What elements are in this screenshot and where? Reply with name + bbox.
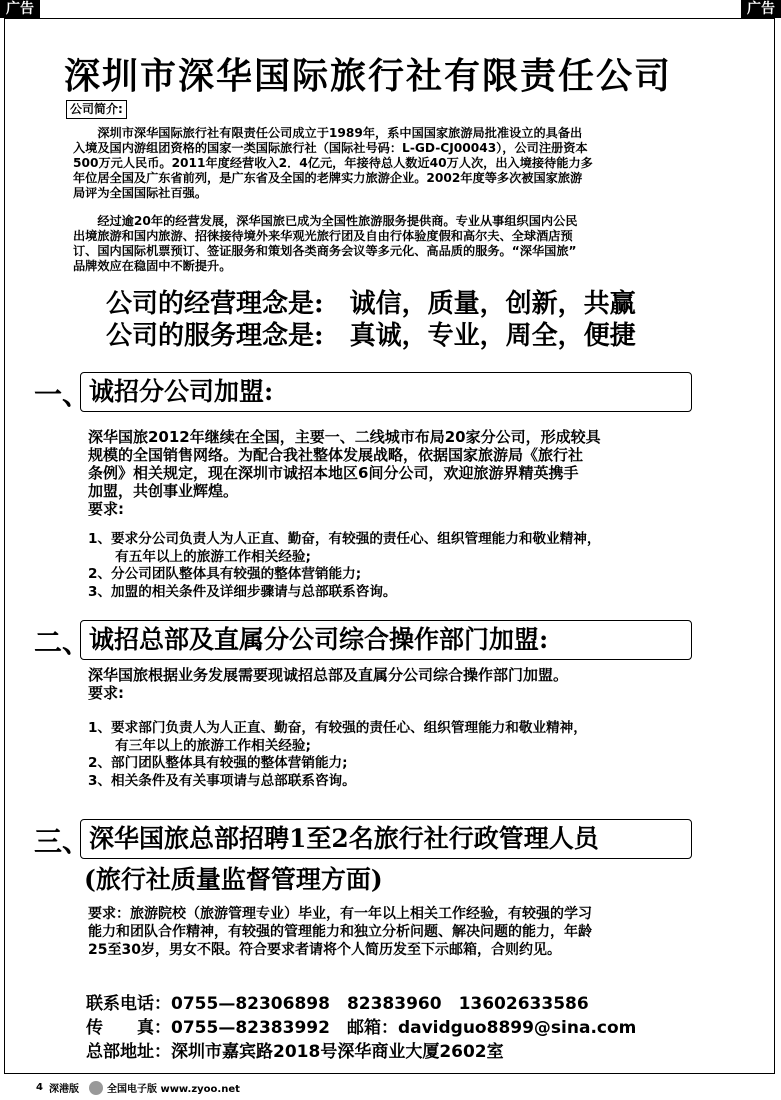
intro-paragraph-1: 深圳市深华国际旅行社有限责任公司成立于1989年，系中国国家旅游局批准设立的具备出 入境及国内游组团资格的国家一类国际旅行社（国际社号码：L-GD-CJ00043），公司注册资本 500万元人民币。2011年度经营收入2．4亿元，年接待总人数近40万人次，出入境接待能力多 年位居全国及广东省前列，是广东省及全国的老牌实力旅游企业。2002年度等多次被国家旅游 局评为全国国际社百强。	[73, 126, 593, 200]
site-label: 全国电子版 www.zyoo.net	[106, 1084, 240, 1095]
page-footer	[36, 1080, 246, 1095]
contact-phone: 联系电话：0755—82306898 82383960 13602633586	[86, 994, 589, 1014]
section-3-body: 要求：旅游院校（旅游管理专业）毕业，有一年以上相关工作经验，有较强的学习 能力和团队合作精神，有较强的管理能力和独立分析问题、解决问题的能力，年龄 25至30岁，男女不限。符合要求者请将个人简历发至下示邮箱，合则约见。	[88, 906, 592, 958]
ad-tag-right: 广告	[741, 0, 781, 18]
section-2-number: 二、	[34, 626, 91, 659]
ad-tag-left: 广告	[0, 0, 40, 18]
section-3-number: 三、	[34, 825, 91, 858]
business-philosophy: 公司的经营理念是: 诚信，质量，创新，共赢	[106, 289, 636, 319]
section-2-heading: 诚招总部及直属分公司综合操作部门加盟:	[80, 620, 692, 660]
section-1-heading: 诚招分公司加盟:	[80, 372, 692, 412]
section-1-body: 深华国旅2012年继续在全国，主要一、二线城市布局20家分公司，形成较具 规模的全国销售网络。为配合我社整体发展战略，依据国家旅游局《旅行社 条例》相关规定，现在深圳市诚招本地区6间分公司，欢迎旅游界精英携手 加盟，共创事业辉煌。 要求:	[88, 428, 601, 518]
list-item: 3、加盟的相关条件及详细步骤请与总部联系咨询。	[88, 583, 397, 600]
section-3-subheading: (旅行社质量监督管理方面)	[84, 865, 383, 894]
section-2-requirements	[88, 720, 758, 790]
list-item: 1、要求部门负责人为人正直、勤奋，有较强的责任心、组织管理能力和敬业精神， 有三年以上的旅游工作相关经验;	[88, 720, 587, 754]
intro-label: 公司简介:	[66, 100, 127, 119]
contact-address: 总部地址：深圳市嘉宾路2018号深华商业大厦2602室	[86, 1042, 504, 1062]
list-item: 2、部门团队整体具有较强的整体营销能力;	[88, 755, 348, 771]
service-philosophy: 公司的服务理念是: 真诚，专业，周全，便捷	[106, 321, 636, 351]
edition-label: 深港版	[48, 1084, 79, 1095]
intro-paragraph-2: 经过逾20年的经营发展，深华国旅已成为全国性旅游服务提供商。专业从事组织国内公民 出境旅游和国内旅游、招徕接待境外来华观光旅行团及自由行体验度假和高尔夫、全球酒店预 订、国内国际机票预订、签证服务和策划各类商务会议等多元化、高品质的服务。“深华国旅” 品牌效应在稳固中不断提升。	[73, 214, 578, 273]
contact-fax-email: 传 真：0755—82383992 邮箱：davidguo8899@sina.com	[86, 1018, 637, 1038]
publication-logo-icon	[89, 1081, 103, 1095]
list-item: 1、要求分公司负责人为人正直、勤奋，有较强的责任心、组织管理能力和敬业精神， 有五年以上的旅游工作相关经验;	[88, 531, 601, 565]
section-1-requirements	[88, 531, 758, 601]
list-item: 2、分公司团队整体具有较强的整体营销能力;	[88, 566, 362, 582]
section-2-body: 深华国旅根据业务发展需要现诚招总部及直属分公司综合操作部门加盟。 要求:	[88, 666, 569, 702]
page-title: 深圳市深华国际旅行社有限责任公司	[64, 56, 673, 97]
section-1-number: 一、	[34, 378, 91, 411]
page-number: 4	[36, 1082, 43, 1093]
list-item: 3、相关条件及有关事项请与总部联系咨询。	[88, 772, 356, 789]
section-3-heading: 深华国旅总部招聘1至2名旅行社行政管理人员	[80, 819, 692, 859]
